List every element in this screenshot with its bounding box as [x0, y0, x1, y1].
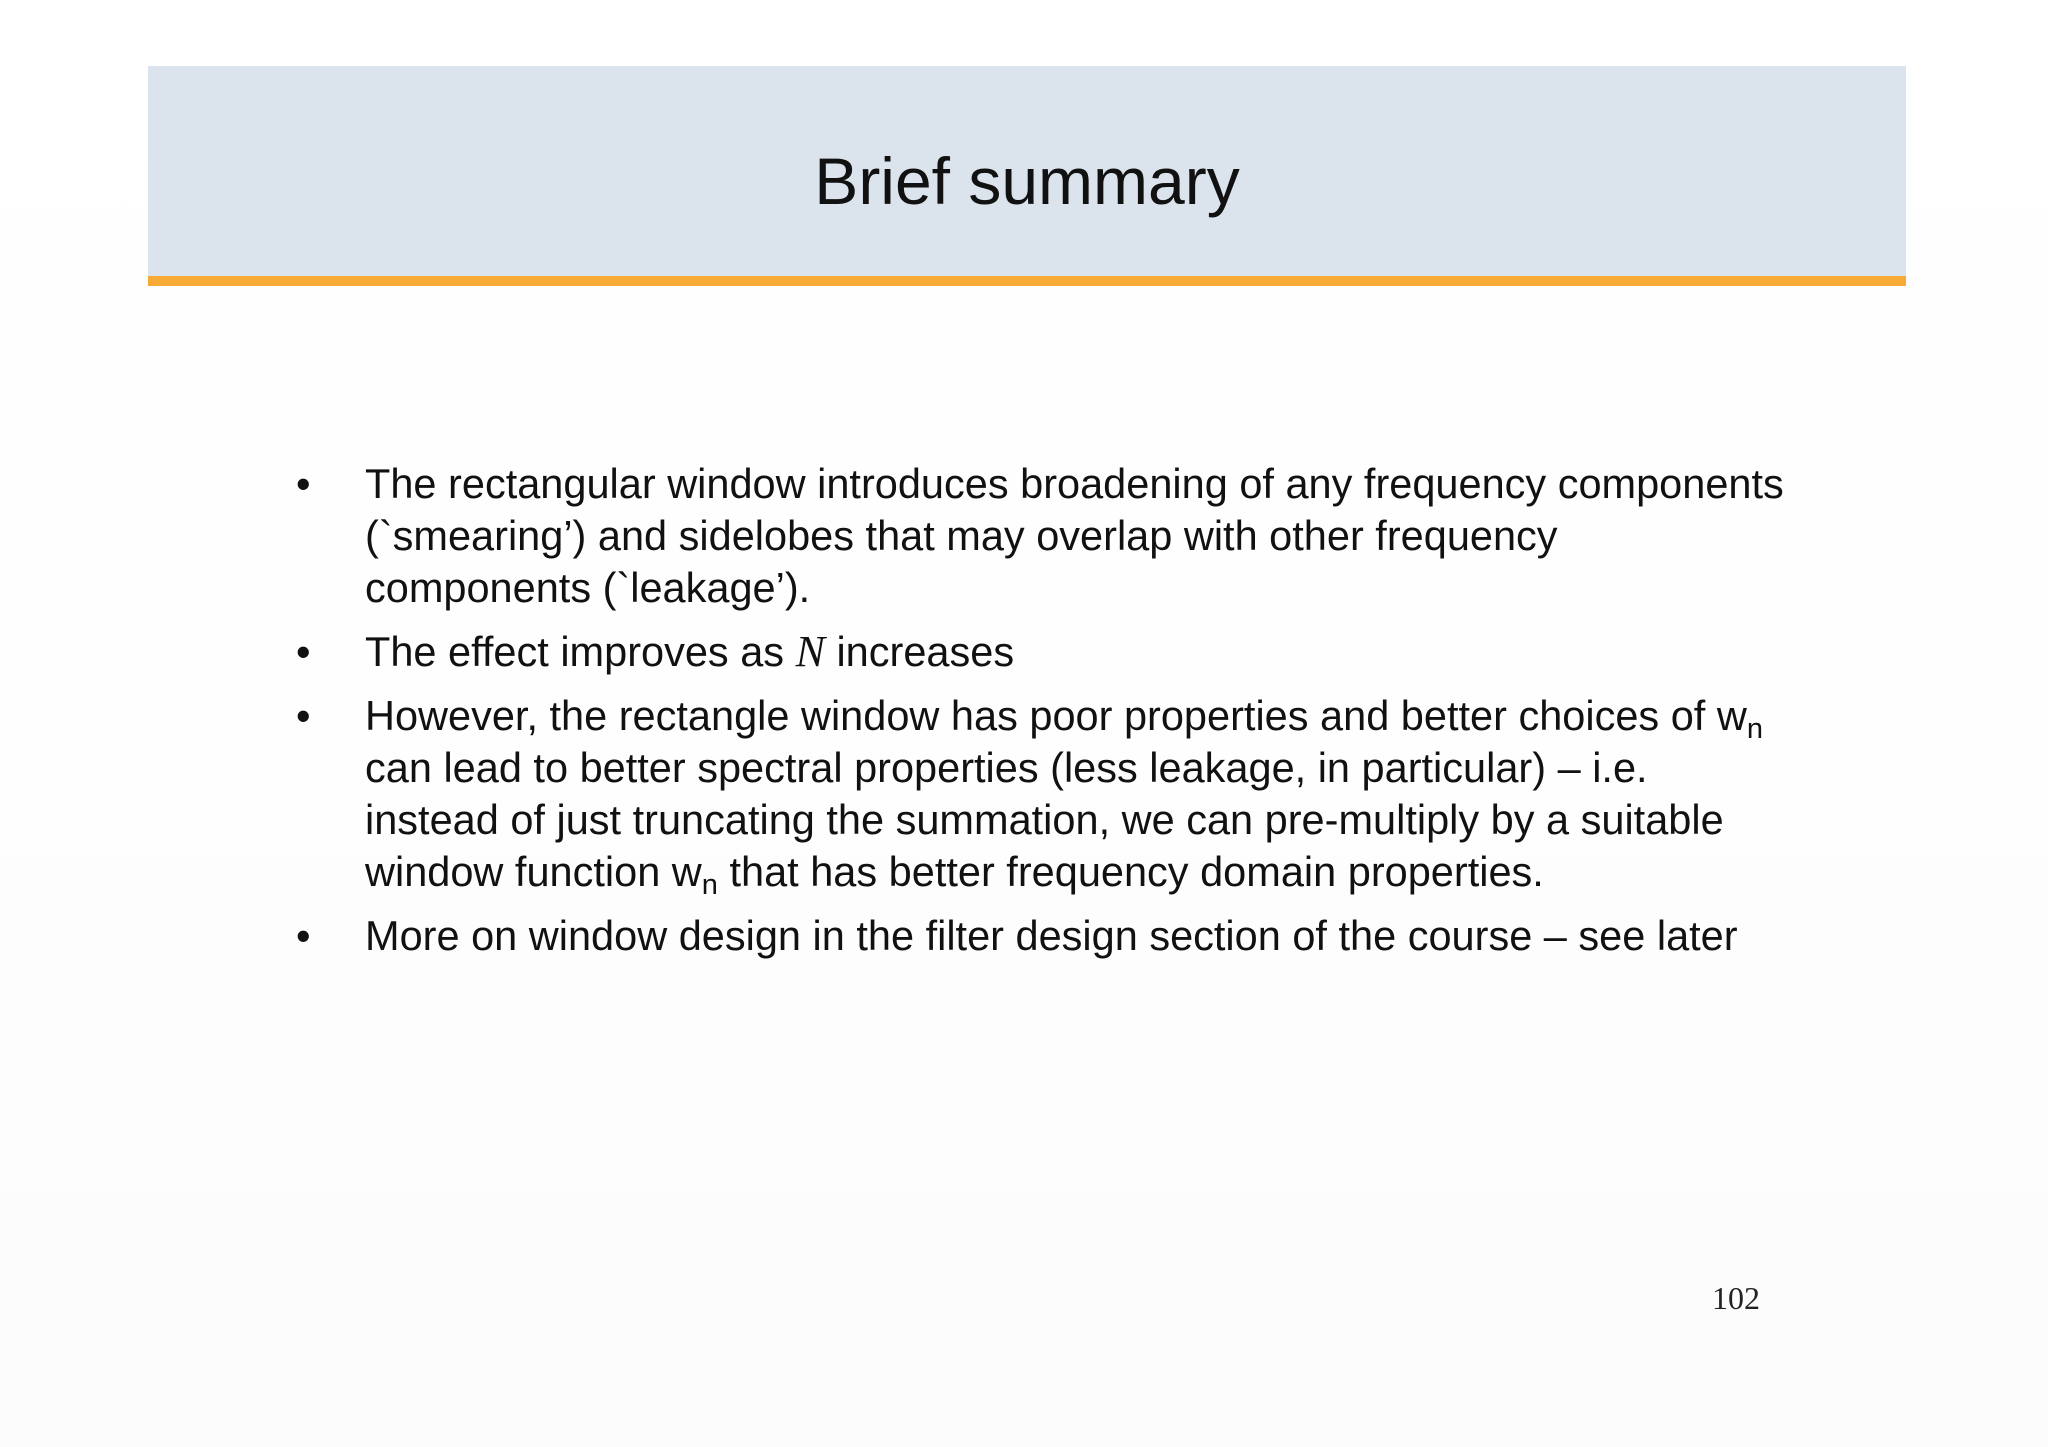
bullet-text: More on window design in the filter design section of the course – see later	[365, 912, 1738, 959]
bullet-item-effect-improves	[290, 626, 1790, 678]
subscript-n-second: n	[701, 869, 718, 901]
bullet-icon: •	[296, 460, 311, 507]
bullet-text-part-3: that has better frequency domain properties.	[717, 848, 1544, 895]
bullet-item-window-design	[290, 910, 1790, 962]
bullet-icon: •	[296, 912, 311, 959]
slide-title: Brief summary	[814, 144, 1240, 218]
bullet-icon: •	[296, 692, 311, 739]
bullet-item-better-window	[290, 690, 1790, 901]
bullet-text-start: The effect improves as	[365, 628, 796, 675]
bullet-text-end: increases	[824, 628, 1015, 675]
bullet-item-rectangular-window	[290, 458, 1790, 614]
bullet-text-part-2: can lead to better spectral properties (less leakage, in particular) – i.e. instead of just truncating the summation, we can pre-multiply by a suitable window function w	[365, 744, 1724, 895]
bullet-text-part-1: However, the rectangle window has poor properties and better choices of w	[365, 692, 1747, 739]
bullet-text: The rectangular window introduces broadening of any frequency components (`smearing’) and sidelobes that may overlap with other frequency components (`leakage’).	[365, 460, 1784, 611]
math-symbol-n: N	[795, 627, 825, 676]
page-number: 102	[1712, 1280, 1760, 1316]
bullet-list	[290, 458, 1790, 974]
title-underline-rule	[148, 276, 1906, 286]
subscript-n-first: n	[1746, 713, 1763, 745]
bullet-icon: •	[296, 628, 311, 675]
